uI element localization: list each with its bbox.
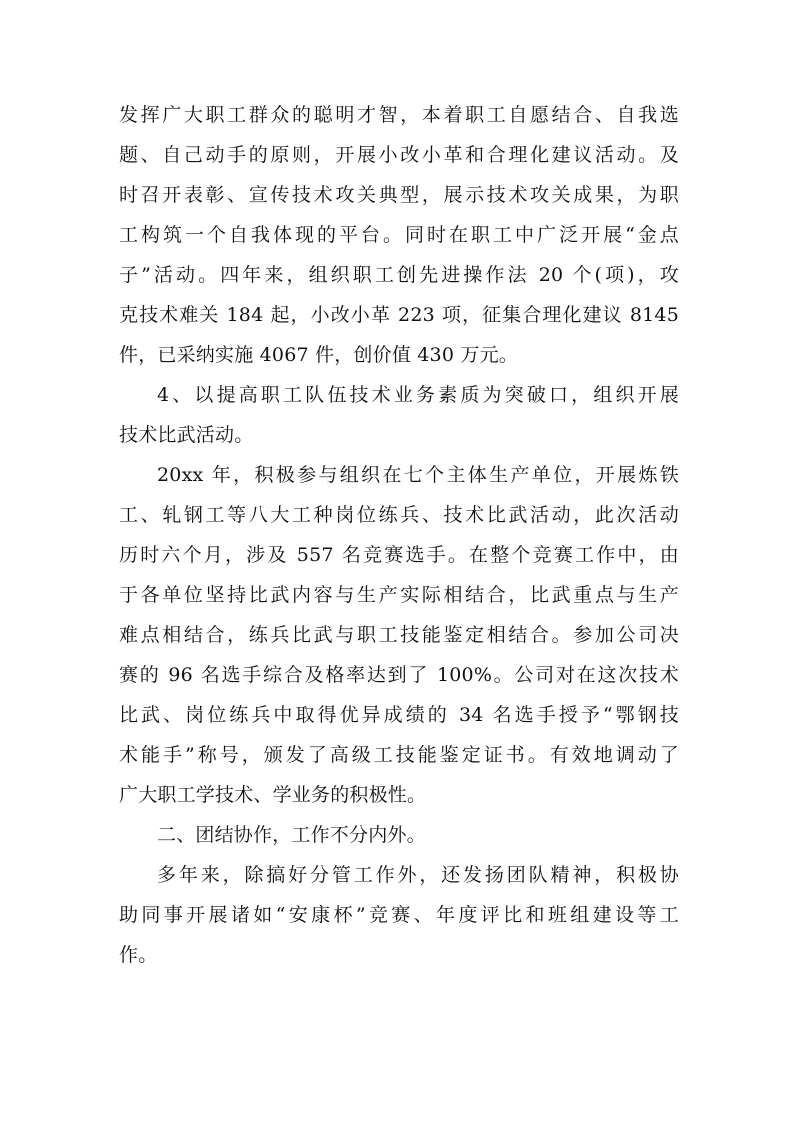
text-line: 件，已采纳实施 4067 件，创价值 430 万元。: [119, 344, 518, 366]
paragraph-start: 多年来，除搞好分管工作外，还发扬团队精神，积极协: [157, 864, 679, 886]
text-line: 赛的 96 名选手综合及格率达到了 100%。公司对在这次技术: [119, 664, 679, 686]
section-heading-4-cont: 技术比武活动。: [119, 424, 254, 446]
text-line: 作。: [119, 944, 158, 966]
text-line: 比武、岗位练兵中取得优异成绩的 34 名选手授予“鄂钢技: [119, 704, 679, 726]
text-line: 克技术难关 184 起，小改小革 223 项，征集合理化建议 8145: [119, 304, 679, 326]
text-line: 时召开表彰、宣传技术攻关典型，展示技术攻关成果，为职: [119, 184, 679, 206]
text-line: 广大职工学技术、学业务的积极性。: [119, 784, 427, 806]
section-heading-4: 4、以提高职工队伍技术业务素质为突破口，组织开展: [157, 384, 679, 406]
text-line: 助同事开展诸如“安康杯”竞赛、年度评比和班组建设等工: [119, 904, 679, 926]
text-line: 工构筑一个自我体现的平台。同时在职工中广泛开展“金点: [119, 224, 679, 246]
text-line: 子”活动。四年来，组织职工创先进操作法 20 个(项)，攻: [119, 264, 679, 286]
section-heading-2: 二、团结协作，工作不分内外。: [157, 824, 426, 846]
paragraph-start: 20xx 年，积极参与组织在七个主体生产单位，开展炼铁: [157, 464, 679, 486]
text-line: 历时六个月，涉及 557 名竞赛选手。在整个竞赛工作中，由: [119, 544, 679, 566]
text-line: 于各单位坚持比武内容与生产实际相结合，比武重点与生产: [119, 584, 679, 606]
document-body: [119, 95, 679, 975]
text-line: 难点相结合，练兵比武与职工技能鉴定相结合。参加公司决: [119, 624, 679, 646]
text-line: 工、轧钢工等八大工种岗位练兵、技术比武活动，此次活动: [119, 504, 679, 526]
text-line: 术能手”称号，颁发了高级工技能鉴定证书。有效地调动了: [119, 744, 679, 766]
text-line: 题、自己动手的原则，开展小改小革和合理化建议活动。及: [119, 144, 679, 166]
text-line: 发挥广大职工群众的聪明才智，本着职工自愿结合、自我选: [119, 104, 679, 126]
